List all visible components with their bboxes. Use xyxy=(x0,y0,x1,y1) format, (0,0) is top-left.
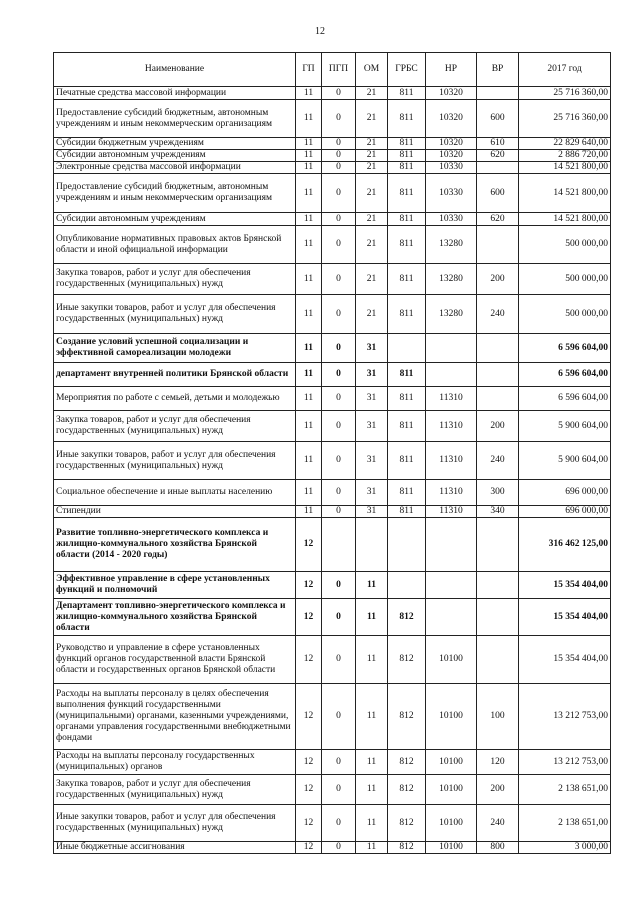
cell-pgp: 0 xyxy=(322,334,356,363)
cell-gp: 12 xyxy=(296,805,322,842)
cell-amount: 500 000,00 xyxy=(519,295,611,334)
cell-name: Закупка товаров, работ и услуг для обеспечения государственных (муниципальных) нужд xyxy=(54,775,296,805)
cell-pgp: 0 xyxy=(322,684,356,750)
cell-vr xyxy=(477,226,519,264)
table-row xyxy=(54,363,611,387)
header-year: 2017 год xyxy=(519,53,611,87)
cell-om: 21 xyxy=(356,138,388,150)
cell-gp: 11 xyxy=(296,411,322,442)
cell-amount: 6 596 604,00 xyxy=(519,387,611,411)
cell-nr xyxy=(426,599,477,636)
budget-table xyxy=(53,52,611,854)
table-row xyxy=(54,599,611,636)
cell-nr: 11310 xyxy=(426,442,477,480)
cell-grbs: 811 xyxy=(388,162,426,174)
cell-gp: 11 xyxy=(296,100,322,138)
cell-vr: 610 xyxy=(477,138,519,150)
header-name: Наименование xyxy=(54,53,296,87)
cell-name: Иные бюджетные ассигнования xyxy=(54,842,296,854)
cell-vr xyxy=(477,572,519,599)
cell-nr xyxy=(426,363,477,387)
cell-om: 21 xyxy=(356,150,388,162)
cell-amount: 2 886 720,00 xyxy=(519,150,611,162)
cell-grbs: 811 xyxy=(388,87,426,100)
table-row xyxy=(54,636,611,684)
cell-pgp: 0 xyxy=(322,100,356,138)
cell-vr: 240 xyxy=(477,805,519,842)
cell-gp: 12 xyxy=(296,518,322,572)
header-vr: ВР xyxy=(477,53,519,87)
cell-name: Расходы на выплаты персоналу в целях обеспечения выполнения функций государственными (муниципальными) органами, казенными учреждениями, органами управления государственными внебюджетными фондами xyxy=(54,684,296,750)
table-row xyxy=(54,750,611,775)
cell-vr: 120 xyxy=(477,750,519,775)
cell-grbs: 811 xyxy=(388,295,426,334)
header-gp: ГП xyxy=(296,53,322,87)
cell-om: 31 xyxy=(356,506,388,518)
cell-pgp xyxy=(322,518,356,572)
cell-nr: 10320 xyxy=(426,150,477,162)
header-grbs: ГРБС xyxy=(388,53,426,87)
cell-pgp: 0 xyxy=(322,150,356,162)
cell-gp: 11 xyxy=(296,295,322,334)
cell-om: 31 xyxy=(356,411,388,442)
cell-nr xyxy=(426,572,477,599)
cell-name: Стипендии xyxy=(54,506,296,518)
cell-amount: 500 000,00 xyxy=(519,264,611,295)
cell-om: 11 xyxy=(356,805,388,842)
cell-name: Электронные средства массовой информации xyxy=(54,162,296,174)
cell-amount: 14 521 800,00 xyxy=(519,162,611,174)
table-row xyxy=(54,518,611,572)
cell-grbs: 811 xyxy=(388,264,426,295)
cell-gp: 11 xyxy=(296,174,322,213)
cell-vr xyxy=(477,518,519,572)
cell-vr: 800 xyxy=(477,842,519,854)
cell-vr: 620 xyxy=(477,150,519,162)
cell-vr xyxy=(477,162,519,174)
cell-pgp: 0 xyxy=(322,363,356,387)
cell-grbs: 811 xyxy=(388,213,426,226)
cell-amount: 316 462 125,00 xyxy=(519,518,611,572)
cell-name: Субсидии автономным учреждениям xyxy=(54,150,296,162)
cell-gp: 12 xyxy=(296,599,322,636)
cell-vr xyxy=(477,334,519,363)
cell-grbs: 811 xyxy=(388,150,426,162)
cell-grbs: 812 xyxy=(388,775,426,805)
cell-name: Предоставление субсидий бюджетным, автономным учреждениям и иным некоммерческим организациям xyxy=(54,100,296,138)
cell-name: Социальное обеспечение и иные выплаты населению xyxy=(54,480,296,506)
table-row xyxy=(54,480,611,506)
cell-amount: 500 000,00 xyxy=(519,226,611,264)
cell-pgp: 0 xyxy=(322,226,356,264)
cell-om: 11 xyxy=(356,842,388,854)
table-row xyxy=(54,138,611,150)
cell-grbs: 811 xyxy=(388,480,426,506)
cell-name: Иные закупки товаров, работ и услуг для обеспечения государственных (муниципальных) нужд xyxy=(54,295,296,334)
cell-amount: 22 829 640,00 xyxy=(519,138,611,150)
cell-nr: 13280 xyxy=(426,295,477,334)
cell-grbs: 812 xyxy=(388,750,426,775)
cell-pgp: 0 xyxy=(322,411,356,442)
cell-nr: 13280 xyxy=(426,226,477,264)
cell-vr: 340 xyxy=(477,506,519,518)
cell-vr xyxy=(477,363,519,387)
cell-om: 11 xyxy=(356,599,388,636)
table-row xyxy=(54,775,611,805)
table-row xyxy=(54,411,611,442)
cell-vr: 240 xyxy=(477,442,519,480)
cell-om: 31 xyxy=(356,334,388,363)
cell-om: 21 xyxy=(356,87,388,100)
cell-nr: 10100 xyxy=(426,636,477,684)
cell-om: 21 xyxy=(356,295,388,334)
table-row xyxy=(54,387,611,411)
cell-grbs: 812 xyxy=(388,842,426,854)
cell-vr: 300 xyxy=(477,480,519,506)
cell-pgp: 0 xyxy=(322,805,356,842)
table-row xyxy=(54,334,611,363)
cell-gp: 12 xyxy=(296,775,322,805)
cell-nr: 10320 xyxy=(426,100,477,138)
cell-name: Руководство и управление в сфере установленных функций органов государственной власти Брянской области и государственных органов Брянской области xyxy=(54,636,296,684)
cell-grbs: 812 xyxy=(388,684,426,750)
cell-om: 11 xyxy=(356,684,388,750)
cell-gp: 11 xyxy=(296,363,322,387)
cell-amount: 696 000,00 xyxy=(519,480,611,506)
cell-pgp: 0 xyxy=(322,775,356,805)
table-row xyxy=(54,572,611,599)
cell-pgp: 0 xyxy=(322,295,356,334)
cell-nr xyxy=(426,334,477,363)
cell-name: Иные закупки товаров, работ и услуг для обеспечения государственных (муниципальных) нужд xyxy=(54,805,296,842)
cell-pgp: 0 xyxy=(322,599,356,636)
cell-om: 31 xyxy=(356,363,388,387)
cell-amount: 15 354 404,00 xyxy=(519,599,611,636)
cell-name: Развитие топливно-энергетического комплекса и жилищно-коммунального хозяйства Брянской области (2014 - 2020 годы) xyxy=(54,518,296,572)
cell-amount: 14 521 800,00 xyxy=(519,213,611,226)
cell-nr: 10330 xyxy=(426,174,477,213)
cell-grbs xyxy=(388,334,426,363)
cell-vr: 600 xyxy=(477,100,519,138)
cell-om: 31 xyxy=(356,442,388,480)
cell-amount: 14 521 800,00 xyxy=(519,174,611,213)
cell-nr: 13280 xyxy=(426,264,477,295)
cell-om: 21 xyxy=(356,213,388,226)
cell-name: Департамент топливно-энергетического комплекса и жилищно-коммунального хозяйства Брянской области xyxy=(54,599,296,636)
cell-gp: 11 xyxy=(296,480,322,506)
cell-gp: 11 xyxy=(296,138,322,150)
table-header-row xyxy=(54,53,611,87)
cell-om: 11 xyxy=(356,775,388,805)
cell-om: 21 xyxy=(356,226,388,264)
cell-gp: 11 xyxy=(296,162,322,174)
table-row xyxy=(54,805,611,842)
cell-name: Закупка товаров, работ и услуг для обеспечения государственных (муниципальных) нужд xyxy=(54,411,296,442)
cell-amount: 13 212 753,00 xyxy=(519,750,611,775)
cell-nr: 10320 xyxy=(426,138,477,150)
cell-amount: 15 354 404,00 xyxy=(519,572,611,599)
cell-gp: 11 xyxy=(296,506,322,518)
cell-nr: 10100 xyxy=(426,805,477,842)
cell-gp: 11 xyxy=(296,387,322,411)
cell-grbs: 811 xyxy=(388,387,426,411)
cell-nr: 11310 xyxy=(426,506,477,518)
cell-gp: 11 xyxy=(296,87,322,100)
cell-amount: 2 138 651,00 xyxy=(519,805,611,842)
cell-vr xyxy=(477,636,519,684)
table-row xyxy=(54,100,611,138)
cell-name: Субсидии автономным учреждениям xyxy=(54,213,296,226)
cell-nr: 11310 xyxy=(426,480,477,506)
cell-name: Печатные средства массовой информации xyxy=(54,87,296,100)
cell-name: Иные закупки товаров, работ и услуг для обеспечения государственных (муниципальных) нужд xyxy=(54,442,296,480)
cell-vr xyxy=(477,599,519,636)
cell-amount: 13 212 753,00 xyxy=(519,684,611,750)
cell-vr: 240 xyxy=(477,295,519,334)
table-row xyxy=(54,87,611,100)
cell-vr: 200 xyxy=(477,411,519,442)
header-om: ОМ xyxy=(356,53,388,87)
table-row xyxy=(54,295,611,334)
cell-vr: 200 xyxy=(477,264,519,295)
cell-amount: 15 354 404,00 xyxy=(519,636,611,684)
cell-pgp: 0 xyxy=(322,572,356,599)
cell-grbs: 811 xyxy=(388,411,426,442)
cell-om: 21 xyxy=(356,264,388,295)
cell-name: Закупка товаров, работ и услуг для обеспечения государственных (муниципальных) нужд xyxy=(54,264,296,295)
cell-nr xyxy=(426,518,477,572)
table-row xyxy=(54,264,611,295)
cell-grbs xyxy=(388,518,426,572)
cell-amount: 5 900 604,00 xyxy=(519,411,611,442)
cell-pgp: 0 xyxy=(322,87,356,100)
cell-om: 31 xyxy=(356,387,388,411)
cell-gp: 11 xyxy=(296,442,322,480)
cell-pgp: 0 xyxy=(322,750,356,775)
cell-gp: 12 xyxy=(296,842,322,854)
cell-amount: 2 138 651,00 xyxy=(519,775,611,805)
cell-nr: 10330 xyxy=(426,162,477,174)
cell-vr xyxy=(477,387,519,411)
cell-nr: 10100 xyxy=(426,684,477,750)
table-row xyxy=(54,684,611,750)
cell-gp: 12 xyxy=(296,636,322,684)
cell-pgp: 0 xyxy=(322,264,356,295)
cell-nr: 10100 xyxy=(426,775,477,805)
cell-gp: 11 xyxy=(296,334,322,363)
cell-om xyxy=(356,518,388,572)
cell-gp: 11 xyxy=(296,213,322,226)
header-pgp: ПГП xyxy=(322,53,356,87)
page-number: 12 xyxy=(315,26,325,37)
cell-pgp: 0 xyxy=(322,162,356,174)
cell-om: 21 xyxy=(356,100,388,138)
cell-vr: 100 xyxy=(477,684,519,750)
cell-grbs: 811 xyxy=(388,174,426,213)
cell-grbs: 811 xyxy=(388,226,426,264)
cell-nr: 11310 xyxy=(426,411,477,442)
cell-grbs: 811 xyxy=(388,100,426,138)
cell-gp: 11 xyxy=(296,226,322,264)
cell-pgp: 0 xyxy=(322,480,356,506)
cell-pgp: 0 xyxy=(322,506,356,518)
cell-gp: 11 xyxy=(296,150,322,162)
cell-grbs: 812 xyxy=(388,599,426,636)
cell-name: Мероприятия по работе с семьей, детьми и молодежью xyxy=(54,387,296,411)
cell-pgp: 0 xyxy=(322,842,356,854)
cell-name: Опубликование нормативных правовых актов Брянской области и иной официальной информации xyxy=(54,226,296,264)
cell-grbs xyxy=(388,572,426,599)
cell-grbs: 811 xyxy=(388,138,426,150)
cell-amount: 696 000,00 xyxy=(519,506,611,518)
cell-pgp: 0 xyxy=(322,636,356,684)
cell-pgp: 0 xyxy=(322,387,356,411)
cell-nr: 11310 xyxy=(426,387,477,411)
table-row xyxy=(54,150,611,162)
cell-name: Эффективное управление в сфере установленных функций и полномочий xyxy=(54,572,296,599)
cell-pgp: 0 xyxy=(322,174,356,213)
cell-amount: 25 716 360,00 xyxy=(519,87,611,100)
cell-name: департамент внутренней политики Брянской области xyxy=(54,363,296,387)
cell-om: 11 xyxy=(356,750,388,775)
cell-gp: 11 xyxy=(296,264,322,295)
cell-name: Предоставление субсидий бюджетным, автономным учреждениям и иным некоммерческим организациям xyxy=(54,174,296,213)
cell-nr: 10100 xyxy=(426,750,477,775)
cell-vr: 620 xyxy=(477,213,519,226)
cell-amount: 3 000,00 xyxy=(519,842,611,854)
cell-vr xyxy=(477,87,519,100)
cell-name: Субсидии бюджетным учреждениям xyxy=(54,138,296,150)
header-nr: НР xyxy=(426,53,477,87)
cell-grbs: 812 xyxy=(388,636,426,684)
cell-nr: 10320 xyxy=(426,87,477,100)
table-row xyxy=(54,174,611,213)
cell-amount: 25 716 360,00 xyxy=(519,100,611,138)
table-row xyxy=(54,213,611,226)
cell-amount: 6 596 604,00 xyxy=(519,334,611,363)
cell-pgp: 0 xyxy=(322,213,356,226)
cell-grbs: 811 xyxy=(388,363,426,387)
cell-name: Расходы на выплаты персоналу государственных (муниципальных) органов xyxy=(54,750,296,775)
table-row xyxy=(54,442,611,480)
table-row xyxy=(54,162,611,174)
cell-grbs: 811 xyxy=(388,442,426,480)
cell-gp: 12 xyxy=(296,572,322,599)
cell-om: 31 xyxy=(356,480,388,506)
cell-om: 21 xyxy=(356,174,388,213)
cell-om: 21 xyxy=(356,162,388,174)
cell-amount: 6 596 604,00 xyxy=(519,363,611,387)
cell-name: Создание условий успешной социализации и эффективной самореализации молодежи xyxy=(54,334,296,363)
cell-grbs: 812 xyxy=(388,805,426,842)
cell-vr: 600 xyxy=(477,174,519,213)
cell-pgp: 0 xyxy=(322,442,356,480)
cell-om: 11 xyxy=(356,636,388,684)
cell-grbs: 811 xyxy=(388,506,426,518)
cell-vr: 200 xyxy=(477,775,519,805)
table-row xyxy=(54,226,611,264)
cell-amount: 5 900 604,00 xyxy=(519,442,611,480)
cell-om: 11 xyxy=(356,572,388,599)
cell-nr: 10330 xyxy=(426,213,477,226)
cell-gp: 12 xyxy=(296,684,322,750)
table-row xyxy=(54,842,611,854)
cell-nr: 10100 xyxy=(426,842,477,854)
table-row xyxy=(54,506,611,518)
cell-gp: 12 xyxy=(296,750,322,775)
cell-pgp: 0 xyxy=(322,138,356,150)
